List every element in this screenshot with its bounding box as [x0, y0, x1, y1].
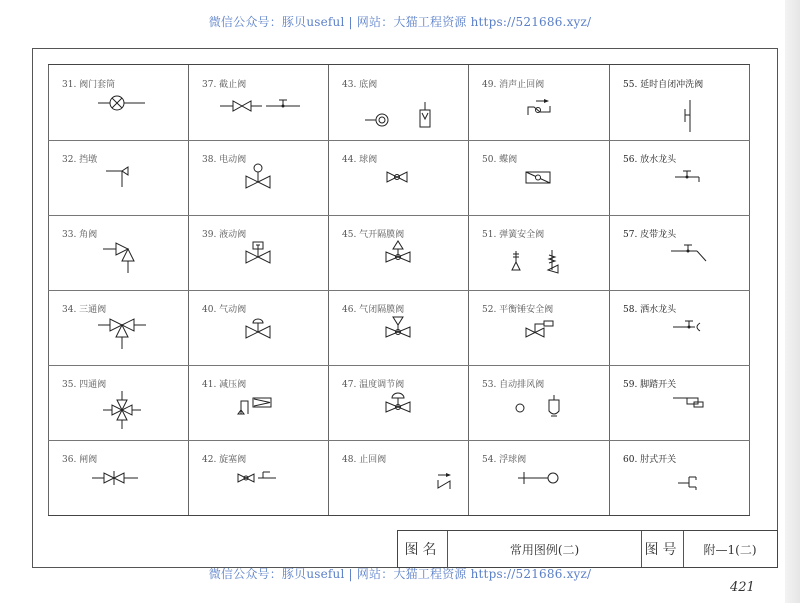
legend-label: 40. 气动阀 [202, 305, 247, 315]
legend-cell [188, 215, 328, 290]
legend-label: 44. 球阀 [342, 155, 378, 165]
air-open-diaphragm-valve-icon [328, 215, 468, 290]
legend-cell [468, 440, 608, 515]
legend-label: 46. 气闭隔膜阀 [342, 305, 405, 315]
legend-label: 42. 旋塞阀 [202, 455, 247, 465]
valve-sleeve-icon [48, 65, 188, 140]
legend-cell [188, 65, 328, 140]
drain-tap-icon [609, 140, 749, 215]
legend-cell [48, 65, 188, 140]
legend-label: 49. 消声止回阀 [482, 80, 545, 90]
legend-label: 59. 脚踏开关 [623, 380, 677, 390]
legend-cell [468, 290, 608, 365]
air-close-diaphragm-valve-icon [328, 290, 468, 365]
float-valve-icon [468, 440, 608, 515]
legend-label: 34. 三通阀 [62, 305, 107, 315]
legend-cell [609, 290, 749, 365]
globe-valve-icon [188, 65, 328, 140]
legend-cell [48, 365, 188, 440]
legend-cell [188, 365, 328, 440]
legend-cell [328, 365, 468, 440]
four-way-valve-icon [48, 365, 188, 440]
legend-label: 47. 温度调节阀 [342, 380, 405, 390]
legend-label: 31. 阀门套筒 [62, 80, 116, 90]
temperature-control-valve-icon [328, 365, 468, 440]
legend-label: 38. 电动阀 [202, 155, 247, 165]
legend-label: 36. 闸阀 [62, 455, 98, 465]
delay-flush-valve-icon [609, 65, 749, 140]
legend-label: 55. 延时自闭冲洗阀 [623, 80, 704, 90]
legend-cell [48, 440, 188, 515]
legend-cell [468, 215, 608, 290]
legend-label: 58. 洒水龙头 [623, 305, 677, 315]
legend-label: 45. 气开隔膜阀 [342, 230, 405, 240]
watermark-top: 微信公众号：豚贝useful | 网站：大猫工程资源 https://521686.xyz/ [208, 15, 592, 29]
legend-label: 32. 挡墩 [62, 155, 98, 165]
silent-check-valve-icon [468, 65, 608, 140]
sprinkler-tap-icon [609, 290, 749, 365]
legend-label: 53. 自动排风阀 [482, 380, 545, 390]
check-valve-icon [328, 440, 468, 515]
watermark-bottom: 微信公众号：豚贝useful | 网站：大猫工程资源 https://521686.xyz/ [208, 567, 592, 581]
legend-label: 57. 皮带龙头 [623, 230, 677, 240]
three-way-valve-icon [48, 290, 188, 365]
legend-label: 41. 减压阀 [202, 380, 247, 390]
elbow-switch-icon [609, 440, 749, 515]
pneumatic-valve-icon [188, 290, 328, 365]
legend-cell [609, 365, 749, 440]
legend-cell [328, 440, 468, 515]
title-block [397, 530, 778, 568]
drawing-name-value: 常用图例(二) [448, 531, 642, 567]
legend-cell [328, 140, 468, 215]
legend-label: 37. 截止阀 [202, 80, 247, 90]
butterfly-valve-icon [468, 140, 608, 215]
angle-valve-icon [48, 215, 188, 290]
legend-table [48, 64, 750, 516]
legend-cell [188, 290, 328, 365]
legend-cell [328, 65, 468, 140]
legend-label: 60. 肘式开关 [623, 455, 677, 465]
legend-cell [468, 365, 608, 440]
legend-label: 56. 放水龙头 [623, 155, 677, 165]
legend-label: 50. 蝶阀 [482, 155, 518, 165]
page-number: 421 [730, 580, 755, 595]
gate-valve-icon [48, 440, 188, 515]
legend-cell [609, 140, 749, 215]
legend-label: 35. 四通阀 [62, 380, 107, 390]
legend-cell [48, 140, 188, 215]
legend-cell [468, 65, 608, 140]
legend-cell [48, 290, 188, 365]
drawing-number-value: 附—1(二) [703, 542, 757, 557]
plug-valve-icon [188, 440, 328, 515]
drawing-name-key: 图名 [398, 531, 448, 567]
legend-label: 48. 止回阀 [342, 455, 387, 465]
foot-switch-icon [609, 365, 749, 440]
legend-cell [188, 140, 328, 215]
pressure-reducing-valve-icon [188, 365, 328, 440]
legend-label: 33. 角阀 [62, 230, 98, 240]
legend-label: 54. 浮球阀 [482, 455, 527, 465]
foot-valve-icon [328, 65, 468, 140]
legend-label: 52. 平衡锤安全阀 [482, 305, 554, 315]
weight-safety-valve-icon [468, 290, 608, 365]
legend-cell [188, 440, 328, 515]
ball-valve-icon [328, 140, 468, 215]
legend-label: 51. 弹簧安全阀 [482, 230, 545, 240]
thrust-block-icon [48, 140, 188, 215]
electric-valve-icon [188, 140, 328, 215]
page-edge-shadow [785, 0, 800, 603]
spring-safety-valve-icon [468, 215, 608, 290]
drawing-number-key: 图号 [642, 531, 684, 567]
legend-label: 43. 底阀 [342, 80, 378, 90]
legend-cell [609, 65, 749, 140]
legend-cell [609, 440, 749, 515]
auto-air-vent-valve-icon [468, 365, 608, 440]
legend-cell [328, 290, 468, 365]
hydraulic-valve-icon [188, 215, 328, 290]
legend-cell [328, 215, 468, 290]
hose-tap-icon [609, 215, 749, 290]
legend-cell [48, 215, 188, 290]
legend-cell [609, 215, 749, 290]
legend-label: 39. 液动阀 [202, 230, 247, 240]
legend-cell [468, 140, 608, 215]
